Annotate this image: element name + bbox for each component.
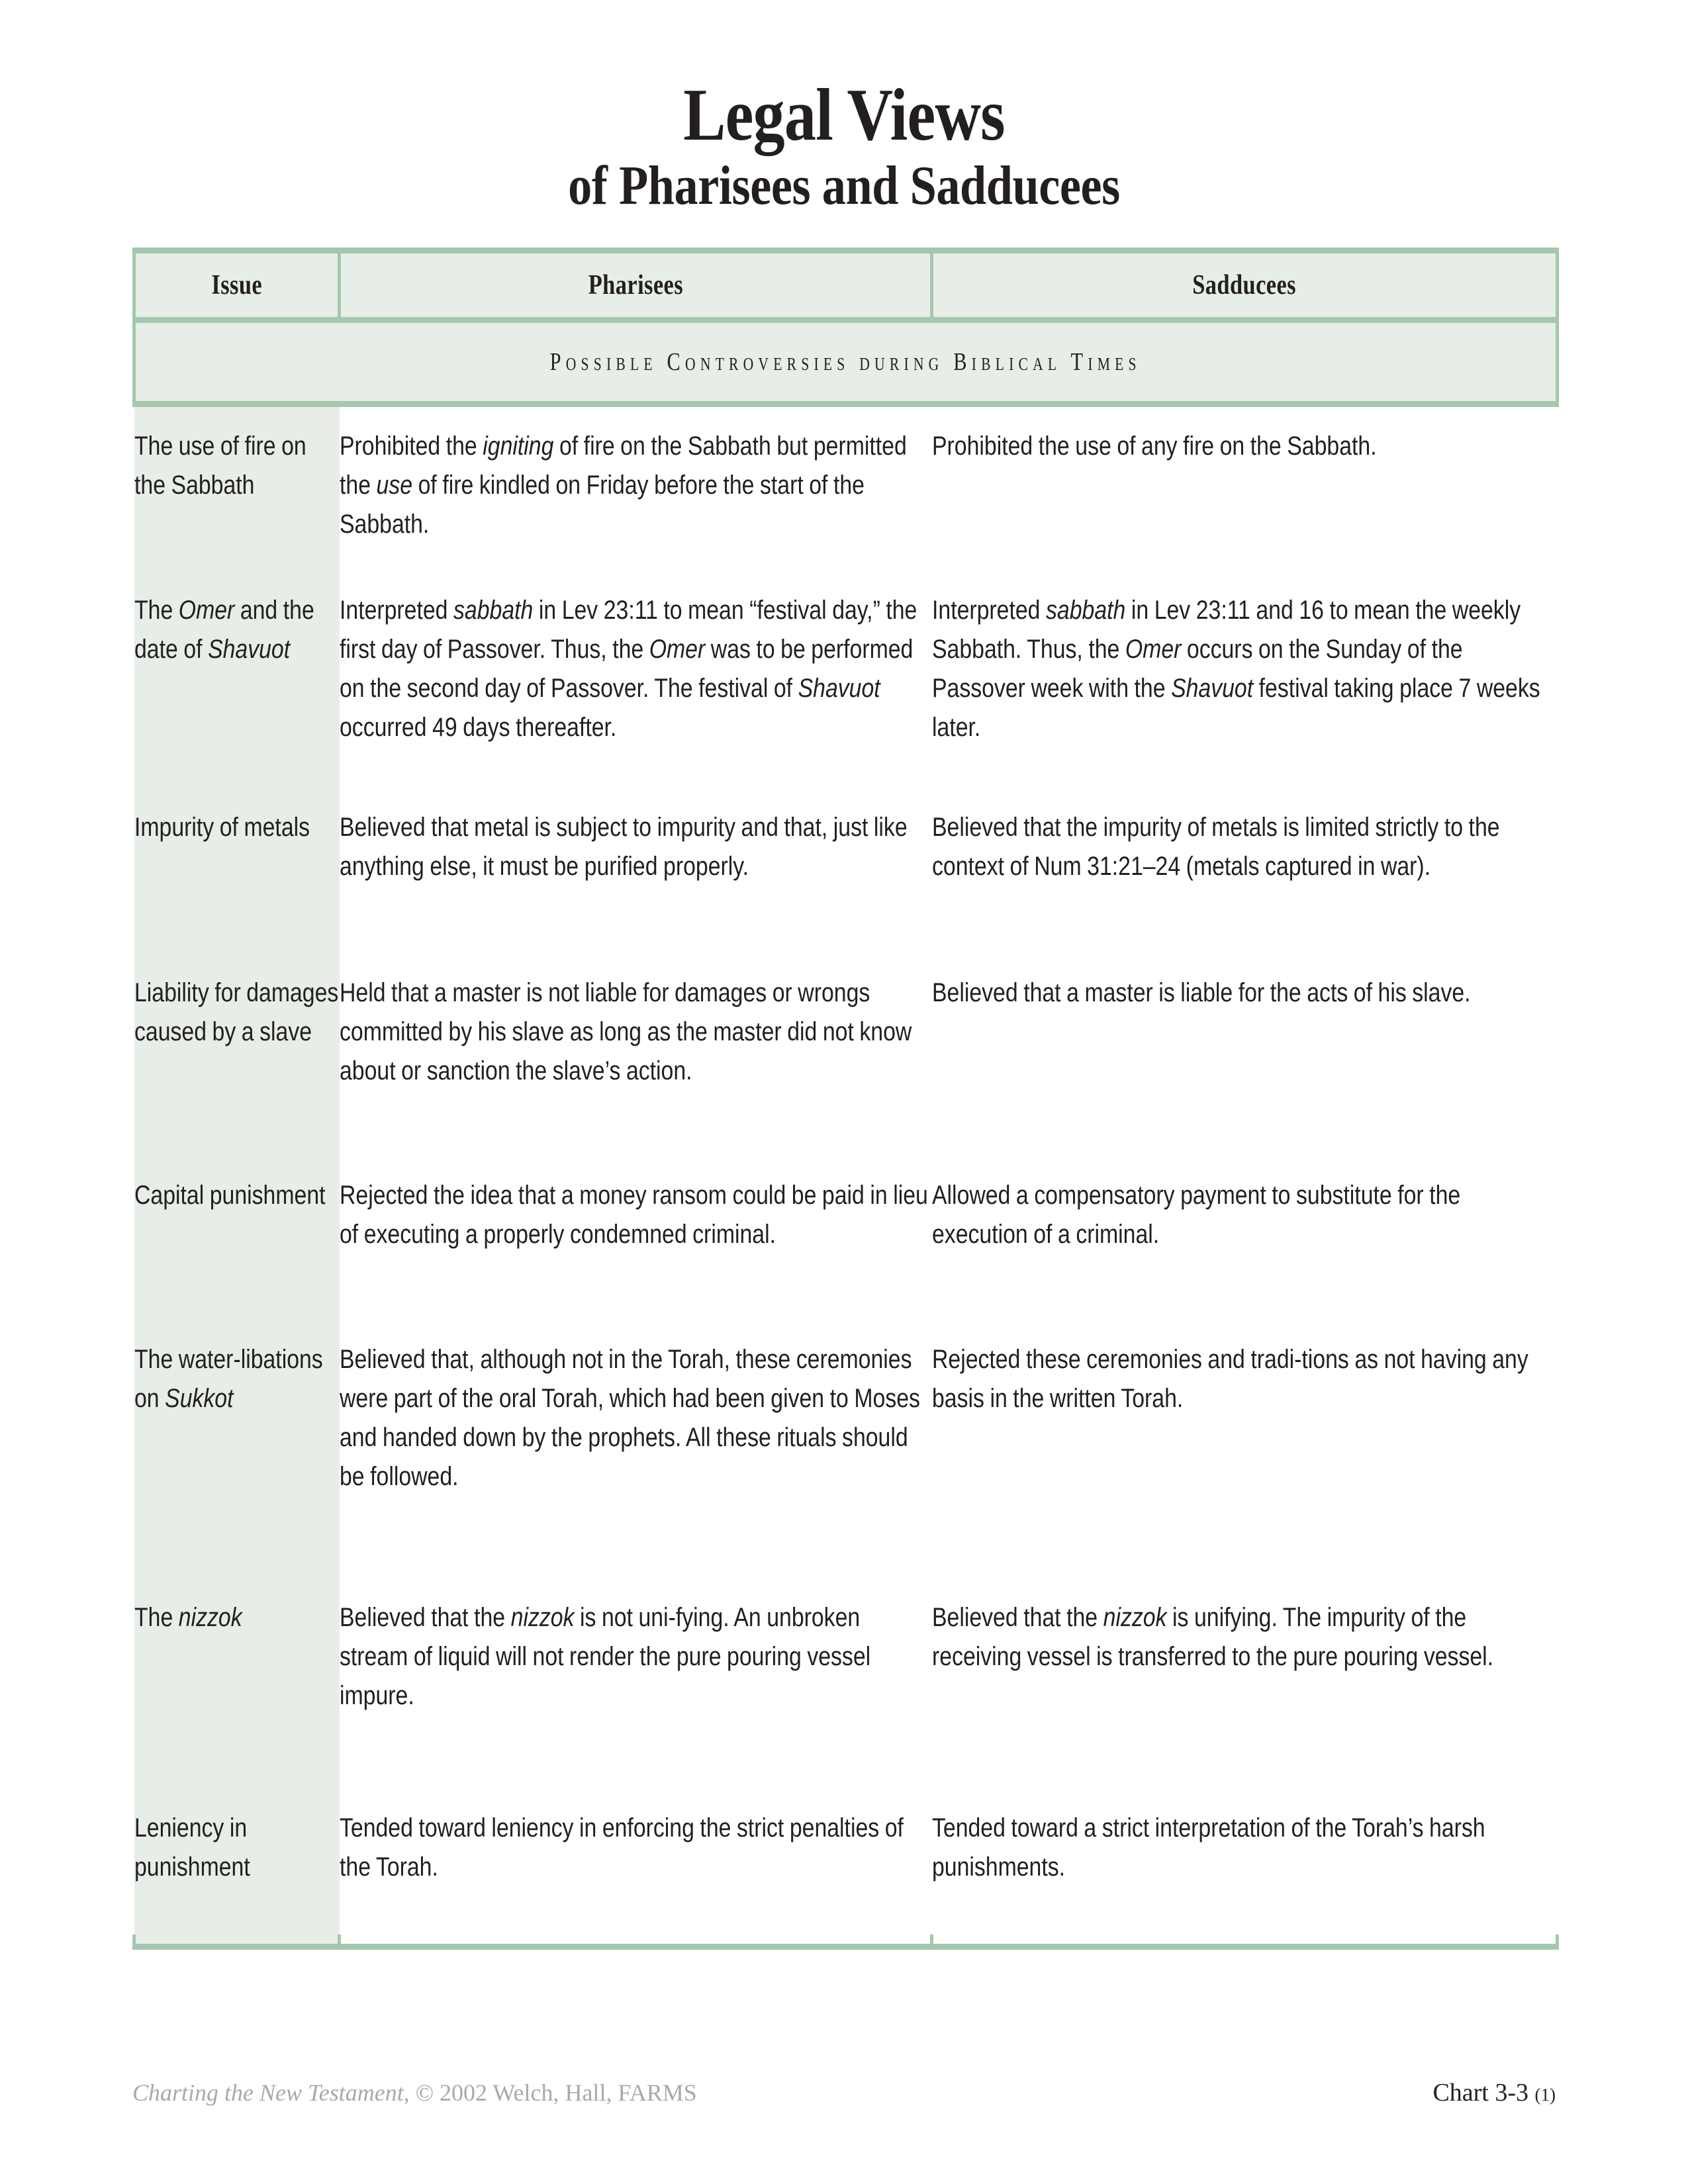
cell-pharisees bbox=[340, 1320, 932, 1578]
column-header-sadducees-label: Sadducees bbox=[1192, 270, 1297, 301]
page-footer bbox=[132, 2078, 1556, 2107]
table-row bbox=[134, 954, 1558, 1156]
cell-issue-text: Capital punishment bbox=[134, 1181, 326, 1210]
column-header-issue-label: Issue bbox=[211, 270, 262, 301]
table-bottom-border-cell bbox=[134, 1934, 340, 1947]
cell-pharisees bbox=[340, 571, 932, 788]
footer-source bbox=[132, 2079, 697, 2107]
cell-pharisees bbox=[340, 1789, 932, 1934]
cell-issue-text: The Omer and the date of Shavuot bbox=[134, 596, 314, 664]
cell-sadducees-text: Believed that a master is liable for the acts of his slave. bbox=[931, 978, 1471, 1008]
cell-pharisees bbox=[340, 404, 932, 572]
footer-chart-number bbox=[1432, 2078, 1556, 2107]
cell-sadducees bbox=[932, 404, 1558, 572]
cell-sadducees bbox=[932, 1320, 1558, 1578]
title-line-2: of Pharisees and Sadducees bbox=[568, 155, 1120, 216]
table-row bbox=[134, 1789, 1558, 1934]
cell-pharisees-text: Interpreted sabbath in Lev 23:11 to mean “festival day,” the first day of Passover. Thus, the Omer was to be performed on the second day of Passover. The festival of Shavuot occurred 49 days thereafter. bbox=[339, 596, 917, 743]
column-header-sadducees bbox=[932, 251, 1558, 320]
cell-issue bbox=[134, 404, 340, 572]
title-line-1: Legal Views bbox=[683, 74, 1005, 156]
cell-pharisees-text: Held that a master is not liable for damages or wrongs committed by his slave as long as the master did not know about or sanction the slave’s action. bbox=[339, 978, 912, 1086]
cell-pharisees-text: Tended toward leniency in enforcing the strict penalties of the Torah. bbox=[339, 1813, 904, 1882]
footer-chart-note: (1) bbox=[1534, 2085, 1556, 2105]
cell-issue-text: The use of fire on the Sabbath bbox=[134, 432, 306, 500]
cell-sadducees bbox=[932, 788, 1558, 954]
cell-issue-text: The nizzok bbox=[134, 1603, 242, 1633]
cell-pharisees bbox=[340, 1578, 932, 1789]
cell-sadducees bbox=[932, 1156, 1558, 1320]
legal-views-table bbox=[132, 248, 1559, 1950]
cell-issue-text: The water-libations on Sukkot bbox=[134, 1345, 323, 1414]
cell-issue bbox=[134, 1156, 340, 1320]
cell-pharisees-text: Believed that metal is subject to impurity and that, just like anything else, it must be purified properly. bbox=[339, 813, 908, 882]
cell-issue-text: Liability for damages caused by a slave bbox=[134, 978, 338, 1047]
table-bottom-border-cell bbox=[340, 1934, 932, 1947]
table-bottom-border-cell bbox=[932, 1934, 1558, 1947]
cell-issue bbox=[134, 1578, 340, 1789]
cell-issue-text: Leniency in punishment bbox=[134, 1813, 250, 1882]
section-banner-row bbox=[134, 320, 1558, 404]
section-banner-label: Possible Controversies during Biblical Times bbox=[549, 348, 1142, 377]
table-row bbox=[134, 1320, 1558, 1578]
footer-source-title: Charting the New Testament, bbox=[132, 2079, 410, 2106]
table-row bbox=[134, 571, 1558, 788]
cell-sadducees bbox=[932, 954, 1558, 1156]
column-header-pharisees bbox=[340, 251, 932, 320]
cell-issue bbox=[134, 1320, 340, 1578]
footer-chart-label: Chart 3-3 bbox=[1432, 2079, 1529, 2107]
cell-sadducees-text: Believed that the impurity of metals is limited strictly to the context of Num 31:21–24 (metals captured in war). bbox=[931, 813, 1500, 882]
table-row bbox=[134, 404, 1558, 572]
cell-pharisees-text: Rejected the idea that a money ransom could be paid in lieu of executing a properly condemned criminal. bbox=[339, 1181, 928, 1250]
table-header-row bbox=[134, 251, 1558, 320]
page-title bbox=[0, 0, 1688, 220]
cell-issue bbox=[134, 954, 340, 1156]
cell-sadducees-text: Allowed a compensatory payment to substitute for the execution of a criminal. bbox=[931, 1181, 1460, 1250]
chart-table-wrapper bbox=[132, 248, 1556, 1950]
section-banner-cell bbox=[134, 320, 1558, 404]
footer-source-credit: © 2002 Welch, Hall, FARMS bbox=[409, 2079, 697, 2106]
cell-sadducees-text: Tended toward a strict interpretation of the Torah’s harsh punishments. bbox=[931, 1813, 1485, 1882]
cell-sadducees-text: Interpreted sabbath in Lev 23:11 and 16 to mean the weekly Sabbath. Thus, the Omer occurs on the Sunday of the Passover week with the Shavuot festival taking place 7 weeks later. bbox=[931, 596, 1540, 743]
cell-pharisees bbox=[340, 954, 932, 1156]
cell-sadducees-text: Prohibited the use of any fire on the Sabbath. bbox=[931, 432, 1377, 461]
column-header-issue bbox=[134, 251, 340, 320]
table-row bbox=[134, 1156, 1558, 1320]
cell-pharisees bbox=[340, 788, 932, 954]
cell-sadducees bbox=[932, 1789, 1558, 1934]
table-bottom-border-row bbox=[134, 1934, 1558, 1947]
table-row bbox=[134, 788, 1558, 954]
cell-pharisees bbox=[340, 1156, 932, 1320]
cell-issue bbox=[134, 571, 340, 788]
column-header-pharisees-label: Pharisees bbox=[588, 270, 683, 301]
cell-pharisees-text: Believed that the nizzok is not uni-fying. An unbroken stream of liquid will not render the pure pouring vessel impure. bbox=[339, 1603, 870, 1711]
cell-issue bbox=[134, 788, 340, 954]
table-row bbox=[134, 1578, 1558, 1789]
cell-issue-text: Impurity of metals bbox=[134, 813, 310, 842]
cell-pharisees-text: Prohibited the igniting of fire on the Sabbath but permitted the use of fire kindled on Friday before the start of the Sabbath. bbox=[339, 432, 907, 539]
cell-sadducees bbox=[932, 1578, 1558, 1789]
cell-sadducees bbox=[932, 571, 1558, 788]
cell-sadducees-text: Rejected these ceremonies and tradi-tions as not having any basis in the written Torah. bbox=[931, 1345, 1528, 1414]
cell-sadducees-text: Believed that the nizzok is unifying. The impurity of the receiving vessel is transferred to the pure pouring vessel. bbox=[931, 1603, 1493, 1672]
cell-pharisees-text: Believed that, although not in the Torah, these ceremonies were part of the oral Torah, which had been given to Moses and handed down by the prophets. All these rituals should be followed. bbox=[339, 1345, 920, 1492]
cell-issue bbox=[134, 1789, 340, 1934]
